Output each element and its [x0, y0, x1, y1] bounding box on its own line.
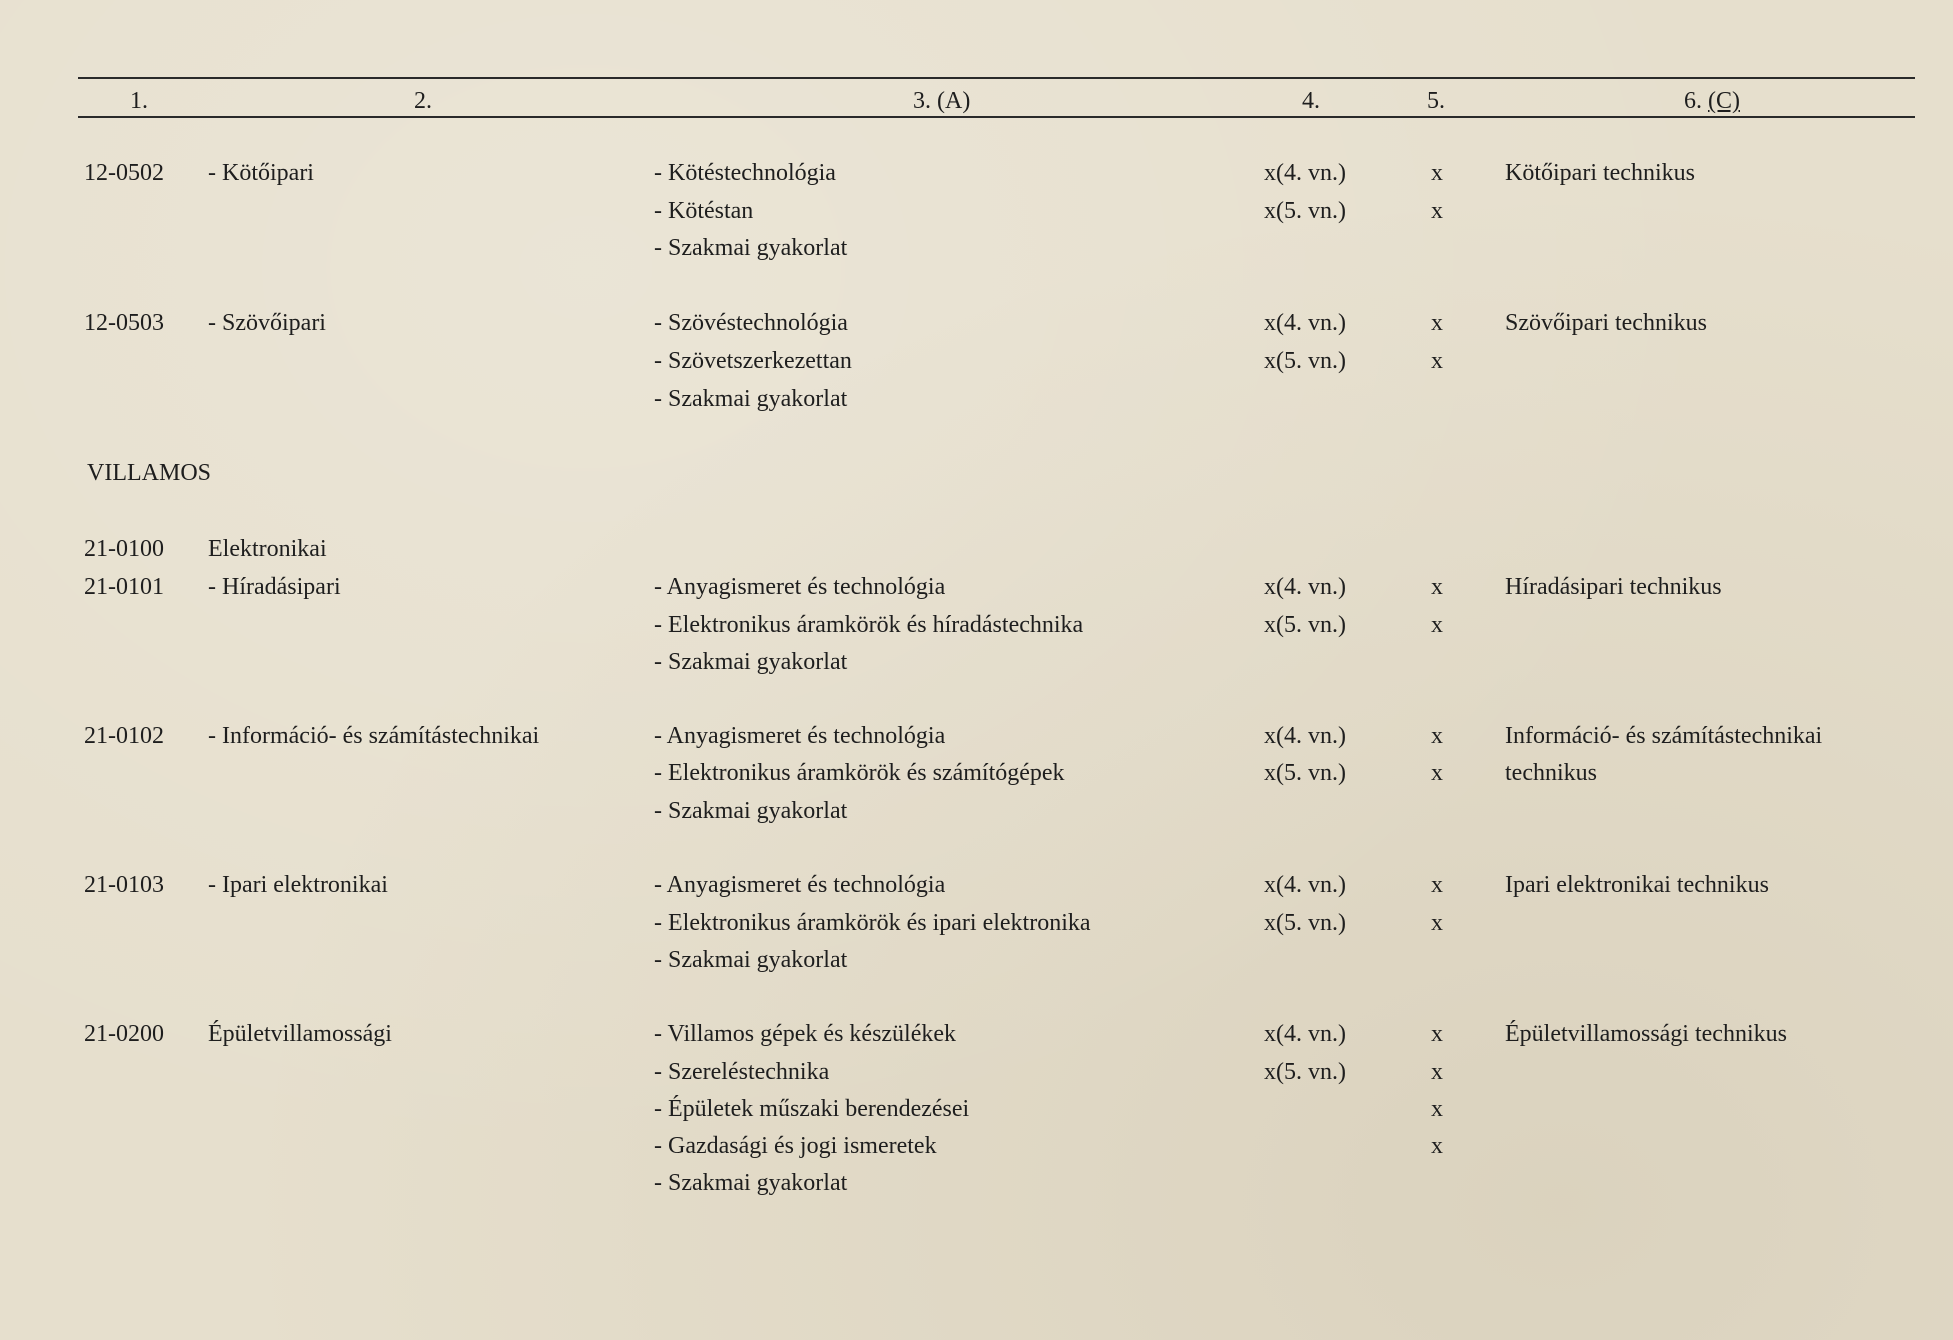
row-mark: x [1431, 348, 1443, 374]
header-col-5: 5. [1427, 88, 1445, 114]
row-code: 12-0502 [84, 160, 164, 186]
row-subject: - Elektronikus áramkörök és ipari elektronika [654, 910, 1091, 936]
row-vn: x(5. vn.) [1264, 760, 1346, 786]
row-subject: - Anyagismeret és technológia [654, 723, 946, 749]
row-subject: - Szakmai gyakorlat [654, 798, 848, 824]
row-code: 21-0101 [84, 574, 164, 600]
row-technician: Ipari elektronikai technikus [1505, 872, 1769, 898]
row-name: Elektronikai [208, 536, 327, 562]
row-code: 21-0103 [84, 872, 164, 898]
row-mark: x [1431, 1096, 1443, 1122]
row-technician: Kötőipari technikus [1505, 160, 1695, 186]
row-vn: x(4. vn.) [1264, 310, 1346, 336]
row-mark: x [1431, 160, 1443, 186]
row-code: 21-0102 [84, 723, 164, 749]
row-subject: - Szakmai gyakorlat [654, 947, 848, 973]
row-code: 12-0503 [84, 310, 164, 336]
row-name: Épületvillamossági [208, 1021, 392, 1047]
row-vn: x(4. vn.) [1264, 1021, 1346, 1047]
row-mark: x [1431, 1133, 1443, 1159]
row-vn: x(5. vn.) [1264, 198, 1346, 224]
row-subject: - Szereléstechnika [654, 1059, 830, 1085]
row-subject: - Szakmai gyakorlat [654, 235, 848, 261]
row-mark: x [1431, 310, 1443, 336]
row-technician: Épületvillamossági technikus [1505, 1021, 1787, 1047]
row-subject: - Szakmai gyakorlat [654, 386, 848, 412]
row-code: 21-0200 [84, 1021, 164, 1047]
row-subject: - Szakmai gyakorlat [654, 649, 848, 675]
row-vn: x(5. vn.) [1264, 348, 1346, 374]
row-subject: - Kötéstechnológia [654, 160, 836, 186]
row-name: - Szövőipari [208, 310, 326, 336]
row-name: - Híradásipari [208, 574, 341, 600]
header-col-1: 1. [130, 88, 148, 114]
row-name: - Információ- és számítástechnikai [208, 723, 540, 749]
row-mark: x [1431, 760, 1443, 786]
row-technician: technikus [1505, 760, 1597, 786]
row-vn: x(4. vn.) [1264, 574, 1346, 600]
row-vn: x(4. vn.) [1264, 723, 1346, 749]
row-subject: - Villamos gépek és készülékek [654, 1021, 957, 1047]
row-mark: x [1431, 1021, 1443, 1047]
row-subject: - Épületek műszaki berendezései [654, 1096, 970, 1122]
row-technician: Híradásipari technikus [1505, 574, 1722, 600]
row-vn: x(5. vn.) [1264, 1059, 1346, 1085]
row-subject: - Anyagismeret és technológia [654, 574, 946, 600]
row-technician: Szövőipari technikus [1505, 310, 1707, 336]
row-subject: - Kötéstan [654, 198, 754, 224]
row-vn: x(4. vn.) [1264, 872, 1346, 898]
row-vn: x(4. vn.) [1264, 160, 1346, 186]
header-col-3: 3. (A) [913, 88, 971, 114]
row-mark: x [1431, 723, 1443, 749]
row-code: 21-0100 [84, 536, 164, 562]
row-mark: x [1431, 910, 1443, 936]
header-col-2: 2. [414, 88, 432, 114]
row-mark: x [1431, 574, 1443, 600]
row-subject: - Szövéstechnológia [654, 310, 848, 336]
row-subject: - Szakmai gyakorlat [654, 1170, 848, 1196]
row-mark: x [1431, 872, 1443, 898]
row-mark: x [1431, 1059, 1443, 1085]
row-mark: x [1431, 198, 1443, 224]
row-subject: - Elektronikus áramkörök és számítógépek [654, 760, 1065, 786]
row-name: - Ipari elektronikai [208, 872, 388, 898]
header-col-6-prefix: 6. [1684, 88, 1708, 114]
row-vn: x(5. vn.) [1264, 910, 1346, 936]
row-technician: Információ- és számítástechnikai [1505, 723, 1823, 749]
row-subject: - Anyagismeret és technológia [654, 872, 946, 898]
row-mark: x [1431, 612, 1443, 638]
row-vn: x(5. vn.) [1264, 612, 1346, 638]
row-subject: - Gazdasági és jogi ismeretek [654, 1133, 937, 1159]
section-heading-villamos: VILLAMOS [87, 460, 211, 486]
row-subject: - Szövetszerkezettan [654, 348, 852, 374]
row-subject: - Elektronikus áramkörök és híradástechnika [654, 612, 1084, 638]
row-name: - Kötőipari [208, 160, 314, 186]
header-col-6-marker: (C) [1708, 88, 1740, 114]
header-col-4: 4. [1302, 88, 1320, 114]
